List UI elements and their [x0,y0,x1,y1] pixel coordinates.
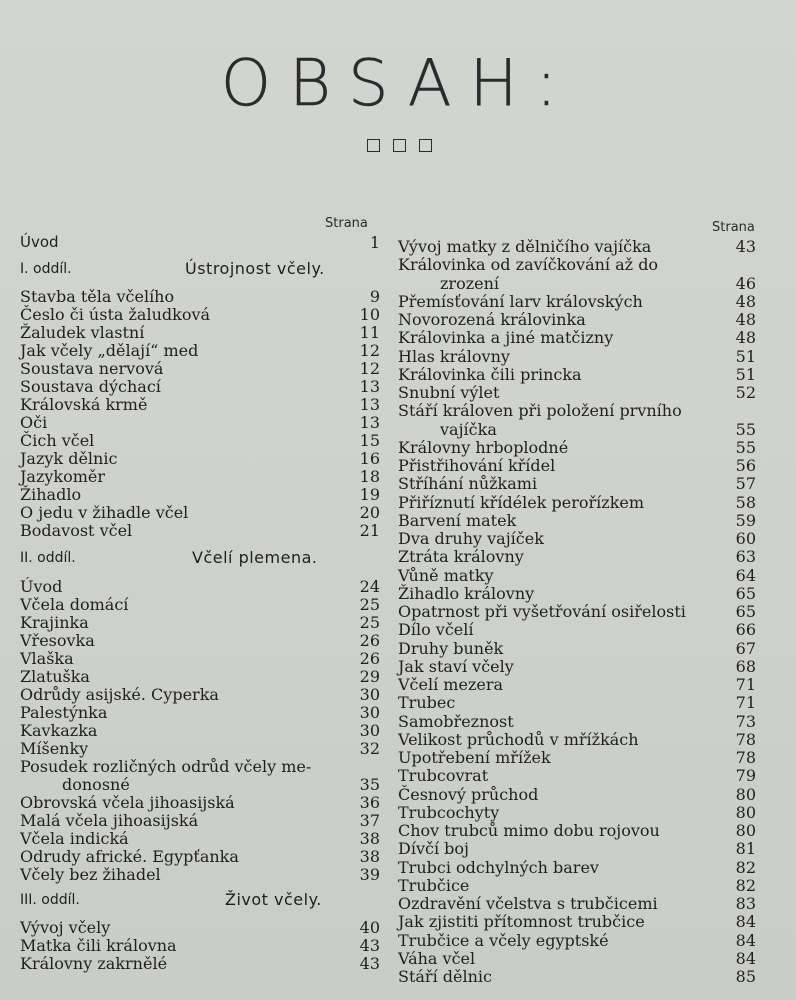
toc-entry-page: 59 [735,511,756,530]
toc-entry [398,493,756,512]
toc-entry-title: zrození [440,274,500,293]
toc-entry-title: Královinka od zavíčkování až do [398,255,659,274]
toc-entry [20,685,380,704]
toc-entry-page: 46 [735,274,756,293]
toc-entry-title: Královny zakrnělé [20,954,168,973]
toc-entry-title: Jak včely „dělají“ med [20,341,199,360]
toc-entry-title: Žihadlo královny [398,584,535,603]
toc-entry-page: 26 [359,631,380,650]
toc-entry-title: Soustava dýchací [20,377,161,396]
toc-entry [398,602,756,621]
toc-entry-page: 10 [359,305,380,324]
toc-entry-title: Zlatuška [20,667,90,686]
toc-entry-title: Kavkazka [20,721,98,740]
toc-entry-page: 81 [735,839,756,858]
toc-entry [398,584,756,603]
toc-entry [398,529,756,548]
toc-entry-page: 20 [359,503,380,522]
toc-entry-page: 84 [735,931,756,950]
toc-entry [398,858,756,877]
toc-entry [20,829,380,848]
toc-entry-page: 68 [735,657,756,676]
toc-entry-title: Vřesovka [20,631,95,650]
toc-entry [20,936,380,955]
toc-entry-title: Žaludek vlastní [20,323,145,342]
toc-entry-title: Ozdravění včelstva s trubčicemi [398,894,658,913]
toc-entry [20,431,380,450]
toc-entry [398,931,756,950]
toc-entry-title: Česnový průchod [398,785,539,804]
toc-entry [398,730,756,749]
toc-entry-title: Přistřihování křídel [398,456,556,475]
toc-entry [398,328,756,347]
toc-entry-page: 73 [735,712,756,731]
toc-entry-title: Krajinka [20,613,89,632]
toc-entry-page: 30 [359,685,380,704]
toc-entry [398,639,756,658]
toc-entry [398,511,756,530]
toc-entry-title: Barvení matek [398,511,517,530]
toc-entry [398,274,756,293]
toc-entry-title: Včela indická [20,829,129,848]
toc-entry-title: Novorozená královinka [398,310,586,329]
toc-entry [398,456,756,475]
toc-entry [20,449,380,468]
section-number: I. oddíl. [20,261,72,277]
toc-entry [20,793,380,812]
toc-entry-page: 13 [359,395,380,414]
toc-entry [398,383,756,402]
toc-entry-page: 67 [735,639,756,658]
toc-entry-title: Přiříznutí křídélek perořízkem [398,493,645,512]
toc-entry-page: 38 [359,829,380,848]
toc-entry-title: Míšenky [20,739,89,758]
toc-entry [398,967,756,986]
toc-entry-title: Trubec [398,693,456,712]
toc-entry [398,785,756,804]
square-icon [419,139,432,152]
toc-entry [398,912,756,931]
toc-entry [20,395,380,414]
toc-entry [20,577,380,596]
toc-entry [398,474,756,493]
section-heading [20,548,380,570]
toc-entry-title: Druhy buněk [398,639,504,658]
toc-entry [20,847,380,866]
toc-entry-page: 48 [735,310,756,329]
toc-entry-title: Dva druhy vajíček [398,529,544,548]
toc-entry [398,547,756,566]
toc-entry-title: Bodavost včel [20,521,133,540]
toc-entry-intro [20,233,380,252]
toc-entry-title: Jak zjistiti přítomnost trubčice [398,912,645,931]
toc-entry-title: Včely bez žihadel [20,865,161,884]
toc-entry-page: 58 [735,493,756,512]
toc-entry [398,420,756,439]
toc-entry [20,865,380,884]
toc-entry-page: 71 [735,693,756,712]
toc-entry-title: Královská krmě [20,395,148,414]
ornament [0,139,796,152]
toc-entry-title: Jazyk dělnic [20,449,118,468]
toc-entry [398,876,756,895]
toc-entry-title: Čich včel [20,431,95,450]
toc-entry-title: Stáří královen při položení prvního [398,401,682,420]
toc-entry-page: 30 [359,721,380,740]
toc-entry [20,341,380,360]
toc-entry [398,237,756,256]
toc-entry-title: Snubní výlet [398,383,500,402]
toc-entry-title: Žihadlo [20,485,82,504]
toc-entry-page: 18 [359,467,380,486]
toc-entry [398,803,756,822]
toc-entry [20,521,380,540]
toc-entry-title: Jazykoměr [20,467,106,486]
toc-entry [20,467,380,486]
toc-entry-page: 25 [359,613,380,632]
toc-entry-title: Trubcovrat [398,766,489,785]
toc-entry-page: 43 [359,936,380,955]
toc-entry [20,631,380,650]
toc-entry-title: Včelí mezera [398,675,504,694]
toc-entry-title: Královinka a jiné matčizny [398,328,614,347]
toc-entry-title: Stříhání nůžkami [398,474,538,493]
toc-entry [398,712,756,731]
toc-entry [398,401,756,420]
toc-entry-page: 1 [369,233,380,252]
toc-entry-page: 16 [359,449,380,468]
toc-entry [398,748,756,767]
toc-entry-title: Trubci odchylných barev [398,858,599,877]
toc-entry-page: 12 [359,359,380,378]
toc-entry [398,766,756,785]
toc-entry-page: 51 [735,347,756,366]
toc-entry-title: Jak staví včely [398,657,514,676]
toc-entry-page: 40 [359,918,380,937]
toc-entry-page: 82 [735,876,756,895]
toc-entry-page: 78 [735,730,756,749]
toc-entry-title: Odrudy africké. Egypťanka [20,847,239,866]
toc-entry-title: Úvod [20,577,63,596]
toc-entry-title: Stavba těla včelího [20,287,175,306]
section-heading [20,890,380,912]
toc-entry-title: donosné [62,775,130,794]
toc-entry-page: 82 [735,858,756,877]
toc-entry-page: 35 [359,775,380,794]
toc-entry [20,954,380,973]
toc-entry-page: 21 [359,521,380,540]
toc-entry-page: 83 [735,894,756,913]
toc-entry [398,438,756,457]
toc-entry-title: Úvod [20,233,59,251]
toc-entry-title: Malá včela jihoasijská [20,811,199,830]
toc-entry-page: 80 [735,821,756,840]
toc-entry-title: Matka čili královna [20,936,177,955]
section-name: Život včely. [225,890,322,909]
toc-entry-page: 43 [735,237,756,256]
toc-entry-title: Vývoj matky z dělničího vajíčka [398,237,652,256]
page-title: OBSAH: [220,47,576,121]
toc-entry-page: 64 [735,566,756,585]
section-name: Včelí plemena. [192,548,318,567]
page-column-header: Strana [325,216,368,231]
square-icon [367,139,380,152]
section-heading [20,259,380,281]
toc-entry-title: Přemísťování larv královských [398,292,643,311]
toc-entry [20,667,380,686]
toc-entry [398,310,756,329]
toc-entry-page: 55 [735,438,756,457]
toc-entry [20,649,380,668]
toc-entry-title: Samobřeznost [398,712,514,731]
toc-entry [20,703,380,722]
toc-entry-title: Odrůdy asijské. Cyperka [20,685,219,704]
toc-entry [20,757,380,776]
toc-entry-title: Velikost průchodů v mřížkách [398,730,639,749]
toc-entry-page: 26 [359,649,380,668]
toc-entry-title: Vývoj včely [20,918,111,937]
toc-entry-page: 24 [359,577,380,596]
toc-entry-page: 19 [359,485,380,504]
toc-entry [398,292,756,311]
toc-entry-title: Opatrnost při vyšetřování osiřelosti [398,602,686,621]
toc-entry [20,739,380,758]
toc-entry-page: 36 [359,793,380,812]
page-column-header: Strana [712,220,755,235]
toc-entry-title: Trubčice a včely egyptské [398,931,609,950]
toc-entry-page: 65 [735,602,756,621]
toc-entry [20,359,380,378]
toc-entry-title: Stáří dělnic [398,967,492,986]
toc-entry-page: 84 [735,949,756,968]
section-number: III. oddíl. [20,892,80,908]
toc-entry [20,377,380,396]
toc-entry-page: 71 [735,675,756,694]
toc-entry [398,693,756,712]
toc-entry-page: 29 [359,667,380,686]
toc-entry [398,620,756,639]
toc-entry-title: Soustava nervová [20,359,164,378]
toc-entry-title: Vlaška [20,649,74,668]
toc-entry [20,721,380,740]
toc-entry-title: Ztráta královny [398,547,524,566]
toc-entry-page: 85 [735,967,756,986]
toc-entry [398,347,756,366]
toc-entry [20,485,380,504]
toc-entry-page: 65 [735,584,756,603]
toc-entry-page: 37 [359,811,380,830]
toc-entry [20,305,380,324]
toc-entry-page: 79 [735,766,756,785]
section-name: Ústrojnost včely. [185,259,325,278]
toc-entry [20,775,380,794]
toc-entry-page: 51 [735,365,756,384]
toc-entry-title: O jedu v žihadle včel [20,503,189,522]
toc-entry-page: 39 [359,865,380,884]
toc-entry-title: Královny hrboplodné [398,438,569,457]
toc-entry-title: Trubčice [398,876,470,895]
toc-entry-page: 25 [359,595,380,614]
toc-entry-title: Oči [20,413,48,432]
toc-entry-title: Královinka čili princka [398,365,582,384]
toc-entry [398,821,756,840]
toc-entry-title: vajíčka [440,420,497,439]
toc-entry-page: 66 [735,620,756,639]
toc-entry-title: Váha včel [398,949,476,968]
toc-entry-page: 12 [359,341,380,360]
toc-entry-page: 38 [359,847,380,866]
toc-entry-page: 15 [359,431,380,450]
toc-entry-page: 55 [735,420,756,439]
toc-entry-page: 48 [735,328,756,347]
toc-entry-page: 84 [735,912,756,931]
toc-entry-page: 48 [735,292,756,311]
toc-entry [20,413,380,432]
toc-entry-title: Upotřebení mřížek [398,748,551,767]
toc-entry-page: 80 [735,785,756,804]
toc-entry-page: 78 [735,748,756,767]
toc-entry-title: Hlas královny [398,347,510,366]
toc-entry-title: Palestýnka [20,703,108,722]
toc-entry-title: Vůně matky [398,566,494,585]
square-icon [393,139,406,152]
toc-entry [398,839,756,858]
toc-entry-page: 30 [359,703,380,722]
toc-entry [20,918,380,937]
toc-entry [20,287,380,306]
toc-entry-title: Obrovská včela jihoasijská [20,793,235,812]
toc-entry-page: 80 [735,803,756,822]
toc-entry [20,595,380,614]
toc-entry [398,255,756,274]
toc-entry [398,657,756,676]
toc-entry-page: 52 [735,383,756,402]
toc-entry-page: 43 [359,954,380,973]
toc-entry-page: 56 [735,456,756,475]
toc-entry-title: Posudek rozličných odrůd včely me- [20,757,312,776]
toc-entry [398,365,756,384]
toc-entry-page: 60 [735,529,756,548]
toc-entry-page: 9 [369,287,380,306]
toc-entry-page: 13 [359,377,380,396]
toc-entry [20,811,380,830]
toc-entry-title: Česlo či ústa žaludková [20,305,211,324]
toc-entry-title: Dílo včelí [398,620,474,639]
toc-entry [398,566,756,585]
toc-entry-page: 63 [735,547,756,566]
section-number: II. oddíl. [20,550,76,566]
toc-entry [398,949,756,968]
toc-entry-title: Chov trubců mimo dobu rojovou [398,821,660,840]
toc-entry-page: 11 [359,323,380,342]
toc-entry-page: 57 [735,474,756,493]
toc-entry-page: 32 [359,739,380,758]
toc-entry [398,894,756,913]
toc-entry [20,503,380,522]
toc-entry-page: 13 [359,413,380,432]
toc-entry-title: Včela domácí [20,595,129,614]
toc-entry-title: Trubcochyty [398,803,500,822]
toc-entry [20,613,380,632]
toc-entry [20,323,380,342]
toc-entry-title: Dívčí boj [398,839,469,858]
toc-entry [398,675,756,694]
